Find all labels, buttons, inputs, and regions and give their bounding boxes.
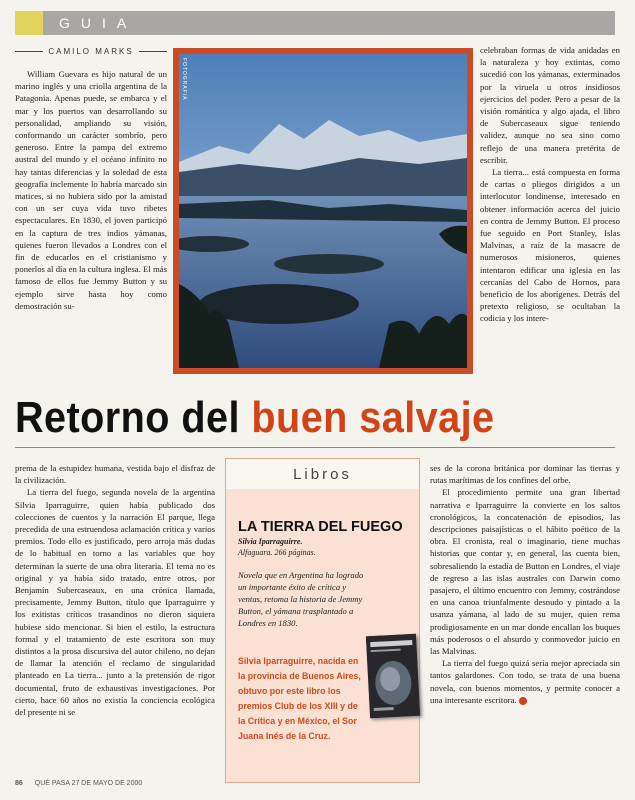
author-name: CAMILO MARKS: [48, 46, 134, 56]
column-bottom-right: [430, 462, 620, 772]
paragraph: [430, 657, 620, 706]
paragraph: William Guevara es hijo natural de un marino inglés y una criolla argentina de la Patagonia. Apenas puede, se embarca y el mar y los puertos van desarrollando su personalidad, ampliando su visión, conformando un carácter sombrío, pero generoso. Entre la pampa del extremo austral del mundo y el océano infinito no hay tantas diferencias y la soledad de esta geografía inclemente lo habría marcado sin matices, si no hubiera sido por la amistad con un ser cuya vida tuvo ribetes espectaculares. En 1830, el joven participó en la captura de tres indios yámanas, quienes fueron llevados a Londres con el fin de educarlos en el cristianismo y ponerlos al día en la cultura inglesa. El más famoso de ellos fue Jemmy Button y su ejemplo sirve hasta hoy como demostración su-: [15, 69, 167, 311]
books-sidebar: [225, 458, 420, 783]
paragraph: La tierra del fuego, segunda novela de la argentina Silvia Iparraguirre, quien había publicado dos colecciones de cuentos y la narración El parque, llega precedida de una estruendosa aclamación crítica y varios premios. Todo ello es justificado, pero arroja más dudas de lo habitual en torno a las variables que hoy determinan la suerte de una obra literaria. El tema no es original y ya había sido tratado, entre otros, por Benjamín Subercaseaux, en una crónica llamada, precisamente, Jemmy Button, título que Iparraguirre y los exitistas críticos trasandinos no dieron siquiera hubiese sido mencionar. Si bien el estilo, la estructura formal y el tratamiento de este escritora son muy distintos a la prosa discursiva del autor chileno, no dejan de llamar la atención el reclamo de singularidad planteado en La tierra... junto a la pretensión de rigor documental, fruto de exhaustivas investigaciones. Por cierto, hace 60 años no existía la conciencia ecológica del presente ni se: [15, 487, 215, 718]
book-cover-image: [366, 634, 420, 719]
publication-info: QUÉ PASA 27 DE MAYO DE 2000: [34, 780, 143, 787]
author-byline: [15, 44, 167, 58]
paragraph: celebraban formas de vida anidadas en la naturaleza y hoy extintas, como sucedió con los yámanas, exterminados por la viruela u otros insidiosos ejercicios del poder. Pero a pesar de la visión romántica y algo ajada, el libro de Subercaseaux sigue teniendo validez, aunque no sea sino como reflejo de una manera pretérita de escribir.: [480, 45, 620, 165]
paragraph: La tierra... está compuesta en forma de cartas o pliegos dirigidos a un interlocutor londinense, interesado en obtener información acerca del juicio en contra de Jemmy Button. El proceso fue seguido en Port Stanley, Islas Malvinas, a raíz de la masacre de numerosos misioneros, quienes intentaron edificar una iglesia en las cercanías del Cabo de Hornos, para beneficio de los aborígenes. Detrás del pretexto religioso, se ocultaban la codicia y los intere-: [480, 167, 620, 324]
book-description: Novela que en Argentina ha logrado un importante éxito de crítica y ventas, retoma la historia de Jemmy Button, el yámana trasplantado a Londres en 1830.: [238, 570, 364, 628]
book-cover-art: [366, 634, 420, 719]
column-top-right: [480, 44, 620, 380]
page-footer: [15, 780, 142, 787]
headline: [15, 393, 495, 443]
landscape-photo: [173, 48, 473, 374]
headline-rule: [15, 447, 615, 448]
paragraph: prema de la estupidez humana, vestida bajo el disfraz de la civilización.: [15, 463, 215, 486]
paragraph: El procedimiento permite una gran libertad narrativa e Iparraguirre la convierte en los saltos cronológicos, la concatenación de episodios, las descripciones paisajísticas o el hábito poético de la obra. El cronista, real o imaginario, tiene muchas historias que contar y, en general, las cuenta bien, sobresaliendo la estadía de Button en Londres, el viaje de regreso a las islas australes con Darwin como pasajero, el último encuentro con Jemmy, costrándose en una canoa triunfalmente desnudo y pintado a la usanza yámana, al lado de su mujer, quien rema prodigiosamente en un mar donde encallan los buques más poderosos o el absurdo y conmovedor juicio en las Malvinas.: [430, 487, 620, 657]
books-sidebar-label: Libros: [293, 465, 352, 483]
closing-paragraph: La tierra del fuego quizá sería mejor apreciada sin tantos galardones. Con todo, se trata de una buena novela, con buenos momentos, y permite conocer a una interesante escritora.: [430, 658, 620, 705]
book-publisher: Alfaguara. 266 páginas.: [238, 548, 316, 557]
section-banner: [15, 11, 615, 35]
headline-part-black: Retorno del: [15, 393, 240, 442]
photo-credit: FOTOGRAFIA: [181, 58, 187, 101]
books-sidebar-header: [226, 459, 419, 489]
end-mark-icon: [519, 697, 527, 705]
section-banner-square: [15, 11, 43, 35]
author-bio: Silvia Iparraguirre, nacida en la provincia de Buenos Aires, obtuvo por este libro los premios Club de los XIII y de la Crítica y en México, el Sor Juana Inés de la Cruz.: [238, 656, 361, 741]
book-title: LA TIERRA DEL FUEGO: [238, 519, 403, 535]
headline-part-accent: buen salvaje: [251, 393, 495, 442]
paragraph: ses de la corona británica por dominar las tierras y rutas marítimas de los confines del orbe.: [430, 463, 620, 486]
column-bottom-left: [15, 462, 215, 780]
column-top-left: [15, 68, 167, 380]
book-author: Silvia Iparraguirre.: [238, 537, 303, 546]
section-label: GUIA: [59, 15, 138, 31]
page-number: 86: [15, 780, 23, 787]
patagonia-landscape-image: [179, 54, 467, 368]
